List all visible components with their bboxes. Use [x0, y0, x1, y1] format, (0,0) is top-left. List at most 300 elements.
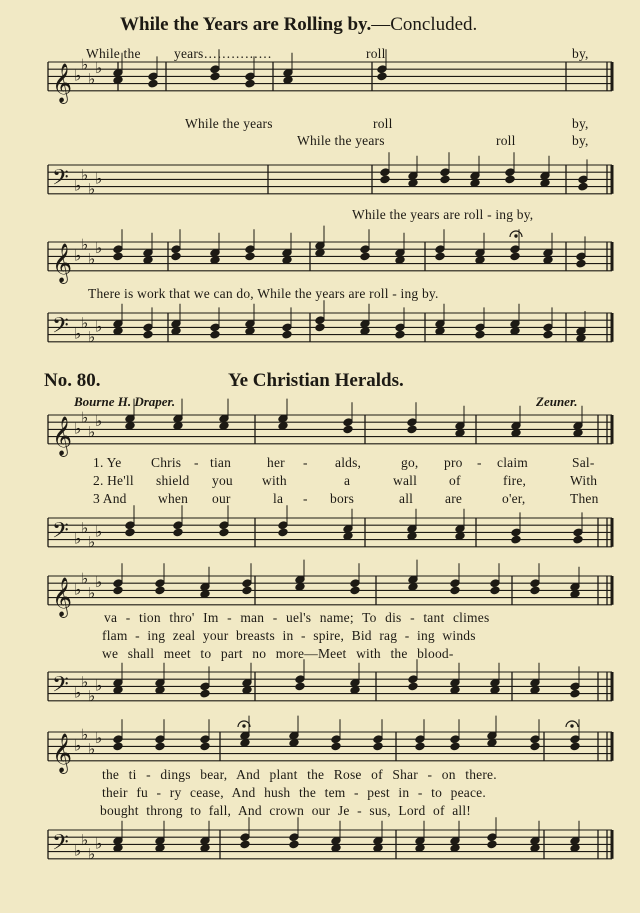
note-head [350, 686, 360, 695]
lyric: of [449, 473, 461, 488]
note-head [200, 735, 210, 744]
hymn-number: No. 80. [44, 370, 101, 391]
note-head [450, 837, 460, 846]
lyric: alds, [335, 455, 362, 470]
note-head [408, 575, 418, 584]
note-head [408, 172, 418, 181]
note-head [343, 425, 353, 434]
note-head [350, 579, 360, 588]
note-head [331, 735, 341, 744]
note-head [315, 323, 325, 332]
note-head [530, 837, 540, 846]
note-head [576, 259, 586, 268]
note-head [245, 320, 255, 329]
note-head [113, 742, 123, 751]
note-head [200, 583, 210, 592]
note-head [210, 72, 220, 81]
note-head [395, 256, 405, 265]
note-head [282, 330, 292, 339]
lyric: - [194, 455, 199, 470]
note-head [573, 528, 583, 537]
flat-icon: ♭ [95, 729, 103, 748]
note-head [148, 72, 158, 81]
note-head [530, 844, 540, 853]
note-head [455, 532, 465, 541]
note-head [242, 586, 252, 595]
note-head [450, 679, 460, 688]
note-head [360, 320, 370, 329]
note-head [511, 422, 521, 431]
lyric: fire, [503, 473, 527, 488]
fermata-icon [571, 725, 573, 727]
lyric: when [158, 491, 189, 506]
note-head [511, 528, 521, 537]
note-head [576, 327, 586, 336]
flat-icon: ♭ [88, 533, 96, 552]
lyric: - [477, 455, 482, 470]
flat-icon: ♭ [74, 683, 82, 702]
note-head [242, 579, 252, 588]
note-head [578, 175, 588, 184]
hymn1-system2-lyrics: There is work that we can do, While the years are roll - ing by. [88, 286, 439, 301]
note-head [125, 414, 135, 423]
note-head [171, 320, 181, 329]
flat-icon: ♭ [88, 328, 96, 347]
lyric: by, [572, 116, 589, 131]
note-head [245, 245, 255, 254]
lyric: roll [496, 133, 516, 148]
note-head [155, 679, 165, 688]
flat-icon: ♭ [74, 66, 82, 85]
note-head [240, 833, 250, 842]
note-head [219, 528, 229, 537]
note-head [487, 731, 497, 740]
lyric: While the [86, 46, 141, 61]
note-head [278, 414, 288, 423]
note-head [490, 686, 500, 695]
lyric: With [570, 473, 598, 488]
note-head [283, 76, 293, 85]
note-head [415, 844, 425, 853]
lyric: go, [401, 455, 419, 470]
note-head [450, 686, 460, 695]
note-head [331, 844, 341, 853]
note-head [143, 330, 153, 339]
flat-icon: ♭ [74, 176, 82, 195]
note-head [435, 320, 445, 329]
flat-icon: ♭ [95, 59, 103, 78]
treble-clef-icon: 𝄞 [52, 242, 73, 283]
note-head [171, 327, 181, 336]
note-head [415, 837, 425, 846]
lyric: all [399, 491, 414, 506]
note-head [511, 535, 521, 544]
note-head [490, 586, 500, 595]
flat-icon: ♭ [74, 736, 82, 755]
treble-clef-icon: 𝄞 [52, 62, 73, 103]
lyric: her [267, 455, 285, 470]
note-head [245, 79, 255, 88]
flat-icon: ♭ [74, 529, 82, 548]
note-head [408, 179, 418, 188]
flat-icon: ♭ [95, 239, 103, 258]
note-head [289, 833, 299, 842]
note-head [245, 252, 255, 261]
note-head [380, 168, 390, 177]
note-head [450, 579, 460, 588]
note-head [435, 245, 445, 254]
bass-clef-icon: 𝄢 [52, 518, 69, 549]
bass-clef-icon: 𝄢 [52, 830, 69, 861]
flat-icon: ♭ [81, 672, 89, 691]
note-head [210, 249, 220, 258]
flat-icon: ♭ [88, 740, 96, 758]
note-head [210, 256, 220, 265]
note-head [360, 327, 370, 336]
note-head [543, 249, 553, 258]
note-head [219, 414, 229, 423]
note-head [395, 323, 405, 332]
note-head [350, 586, 360, 595]
note-head [295, 675, 305, 684]
note-head [530, 679, 540, 688]
note-head [450, 844, 460, 853]
note-head [570, 689, 580, 698]
note-head [487, 840, 497, 849]
flat-icon: ♭ [74, 419, 82, 438]
note-head [505, 168, 515, 177]
note-head [219, 521, 229, 530]
note-head [470, 172, 480, 181]
fermata-icon [243, 725, 245, 727]
note-head [278, 521, 288, 530]
note-head [315, 249, 325, 258]
note-head [415, 742, 425, 751]
note-head [173, 528, 183, 537]
flat-icon: ♭ [95, 522, 103, 541]
note-head [408, 682, 418, 691]
note-head [510, 245, 520, 254]
note-head [113, 679, 123, 688]
bass-clef-icon: 𝄢 [52, 672, 69, 703]
note-head [490, 579, 500, 588]
lyric-verse3: bought throng to fall, And crown our Je - sus, Lord of all! [100, 803, 471, 818]
note-head [570, 735, 580, 744]
note-head [125, 528, 135, 537]
treble-clef-icon: 𝄞 [52, 415, 73, 456]
note-head [125, 521, 135, 530]
flat-icon: ♭ [88, 584, 96, 602]
note-head [331, 742, 341, 751]
note-head [570, 682, 580, 691]
lyric: While the years [185, 116, 273, 131]
note-head [540, 179, 550, 188]
note-head [282, 249, 292, 258]
hymn2-title: Ye Christian Heralds. [228, 370, 404, 391]
note-head [475, 249, 485, 258]
treble-clef-icon: 𝄞 [52, 576, 73, 617]
lyric: Sal- [572, 455, 595, 470]
lyric-verse2: their fu - ry cease, And hush the tem - pest in - to peace. [102, 785, 486, 800]
lyric: wall [393, 473, 418, 488]
note-head [245, 72, 255, 81]
note-head [278, 422, 288, 431]
note-head [450, 586, 460, 595]
note-head [350, 679, 360, 688]
note-head [543, 330, 553, 339]
lyric: o'er, [502, 491, 526, 506]
note-head [343, 532, 353, 541]
flat-icon: ♭ [74, 841, 82, 860]
note-head [200, 742, 210, 751]
note-head [283, 69, 293, 78]
note-head [245, 327, 255, 336]
note-head [377, 65, 387, 74]
note-head [440, 175, 450, 184]
flat-icon: ♭ [81, 569, 89, 588]
lyric: a [344, 473, 351, 488]
note-head [113, 686, 123, 695]
note-head [113, 844, 123, 853]
note-head [171, 245, 181, 254]
note-head [415, 735, 425, 744]
note-head [331, 837, 341, 846]
note-head [173, 521, 183, 530]
note-head [155, 844, 165, 853]
note-head [510, 327, 520, 336]
hymn-title-suffix: —Concluded. [371, 14, 478, 35]
note-head [295, 583, 305, 592]
note-head [148, 79, 158, 88]
note-head [143, 249, 153, 258]
note-head [171, 252, 181, 261]
note-head [470, 179, 480, 188]
flat-icon: ♭ [81, 408, 89, 427]
note-head [113, 837, 123, 846]
note-head [282, 256, 292, 265]
note-head [282, 323, 292, 332]
note-head [530, 735, 540, 744]
note-head [530, 579, 540, 588]
note-head [530, 686, 540, 695]
note-head [200, 590, 210, 599]
note-head [505, 175, 515, 184]
note-head [278, 528, 288, 537]
flat-icon: ♭ [95, 676, 103, 695]
flat-icon: ♭ [95, 317, 103, 336]
flat-icon: ♭ [81, 165, 89, 184]
note-head [455, 429, 465, 438]
lyric: Chris [151, 455, 182, 470]
note-head [573, 429, 583, 438]
flat-icon: ♭ [81, 518, 89, 537]
note-head [435, 252, 445, 261]
flat-icon: ♭ [88, 687, 96, 706]
note-head [113, 252, 123, 261]
lyric: - [303, 455, 308, 470]
note-head [475, 330, 485, 339]
lyric: Then [570, 491, 599, 506]
note-head [113, 320, 123, 329]
composer-credit: Zeuner. [536, 394, 578, 409]
note-head [155, 837, 165, 846]
note-head [173, 414, 183, 423]
note-head [573, 422, 583, 431]
note-head [295, 575, 305, 584]
treble-clef-icon: 𝄞 [52, 732, 73, 773]
note-head [155, 735, 165, 744]
flat-icon: ♭ [88, 70, 96, 88]
note-head [377, 72, 387, 81]
note-head [408, 583, 418, 592]
lyric: 2. He'll [93, 473, 134, 488]
note-head [242, 686, 252, 695]
note-head [200, 689, 210, 698]
note-head [219, 422, 229, 431]
note-head [113, 76, 123, 85]
flat-icon: ♭ [74, 580, 82, 599]
note-head [155, 586, 165, 595]
note-head [570, 583, 580, 592]
note-head [360, 245, 370, 254]
hymn-title: While the Years are Rolling by. [120, 14, 372, 35]
note-head [343, 525, 353, 534]
note-head [315, 316, 325, 325]
note-head [315, 241, 325, 250]
note-head [408, 675, 418, 684]
note-head [475, 256, 485, 265]
note-head [450, 742, 460, 751]
flat-icon: ♭ [95, 834, 103, 853]
flat-icon: ♭ [74, 246, 82, 265]
note-head [125, 422, 135, 431]
lyric: are [445, 491, 463, 506]
note-head [576, 252, 586, 261]
lyric: bors [330, 491, 355, 506]
note-head [455, 422, 465, 431]
lyric: years…………… [174, 46, 272, 61]
lyric: by, [572, 133, 589, 148]
note-head [530, 586, 540, 595]
note-head [487, 833, 497, 842]
lyric-verse1: the ti - dings bear, And plant the Rose of Shar - on there. [102, 767, 497, 782]
note-head [510, 252, 520, 261]
note-head [240, 739, 250, 748]
note-head [113, 735, 123, 744]
note-head [173, 422, 183, 431]
note-head [360, 252, 370, 261]
lyric: you [212, 473, 233, 488]
note-head [373, 742, 383, 751]
lyric: While the years are roll - ing by, [352, 207, 534, 222]
lyric: 1. Ye [93, 455, 122, 470]
lyric: with [262, 473, 287, 488]
note-head [380, 175, 390, 184]
lyric: la [273, 491, 284, 506]
lyric-verse2: flam - ing zeal your breasts in - spire, Bid rag - ing winds [102, 628, 476, 643]
flat-icon: ♭ [81, 235, 89, 254]
bass-clef-icon: 𝄢 [52, 165, 69, 196]
note-head [540, 172, 550, 181]
note-head [407, 425, 417, 434]
lyric: our [212, 491, 231, 506]
lyric: claim [497, 455, 528, 470]
note-head [210, 323, 220, 332]
lyric: pro [444, 455, 463, 470]
note-head [570, 844, 580, 853]
note-head [570, 837, 580, 846]
note-head [576, 334, 586, 343]
note-head [395, 330, 405, 339]
flat-icon: ♭ [74, 324, 82, 343]
note-head [373, 844, 383, 853]
note-head [155, 742, 165, 751]
lyric: by, [572, 46, 589, 61]
note-head [240, 731, 250, 740]
note-head [407, 532, 417, 541]
note-head [113, 69, 123, 78]
note-head [455, 525, 465, 534]
note-head [530, 742, 540, 751]
note-head [407, 418, 417, 427]
lyric: While the years [297, 133, 385, 148]
note-head [450, 735, 460, 744]
note-head [435, 327, 445, 336]
lyric-verse1: va - tion thro' Im - man - uel's name; To dis - tant climes [104, 610, 490, 625]
flat-icon: ♭ [95, 573, 103, 592]
flat-icon: ♭ [81, 725, 89, 744]
flat-icon: ♭ [95, 412, 103, 431]
flat-icon: ♭ [88, 423, 96, 441]
lyric: 3 And [93, 491, 127, 506]
note-head [490, 679, 500, 688]
note-head [113, 245, 123, 254]
note-head [570, 590, 580, 599]
note-head [200, 682, 210, 691]
flat-icon: ♭ [95, 169, 103, 188]
note-head [295, 682, 305, 691]
note-head [343, 418, 353, 427]
note-head [143, 323, 153, 332]
lyric-verse3: we shall meet to part no more—Meet with the blood- [102, 646, 454, 661]
lyric: roll [366, 46, 386, 61]
note-head [143, 256, 153, 265]
lyric: tian [210, 455, 232, 470]
note-head [113, 327, 123, 336]
note-head [570, 742, 580, 751]
lyric: shield [156, 473, 190, 488]
note-head [373, 837, 383, 846]
note-head [510, 320, 520, 329]
flat-icon: ♭ [81, 313, 89, 332]
note-head [200, 844, 210, 853]
note-head [210, 330, 220, 339]
note-head [440, 168, 450, 177]
note-head [573, 535, 583, 544]
note-head [578, 182, 588, 191]
note-head [289, 739, 299, 748]
flat-icon: ♭ [88, 845, 96, 864]
note-head [543, 323, 553, 332]
flat-icon: ♭ [81, 55, 89, 74]
author-credit: Bourne H. Draper. [74, 394, 176, 409]
flat-icon: ♭ [81, 830, 89, 849]
note-head [487, 739, 497, 748]
fermata-icon [515, 235, 517, 237]
note-head [200, 837, 210, 846]
note-head [373, 735, 383, 744]
flat-icon: ♭ [88, 180, 96, 199]
